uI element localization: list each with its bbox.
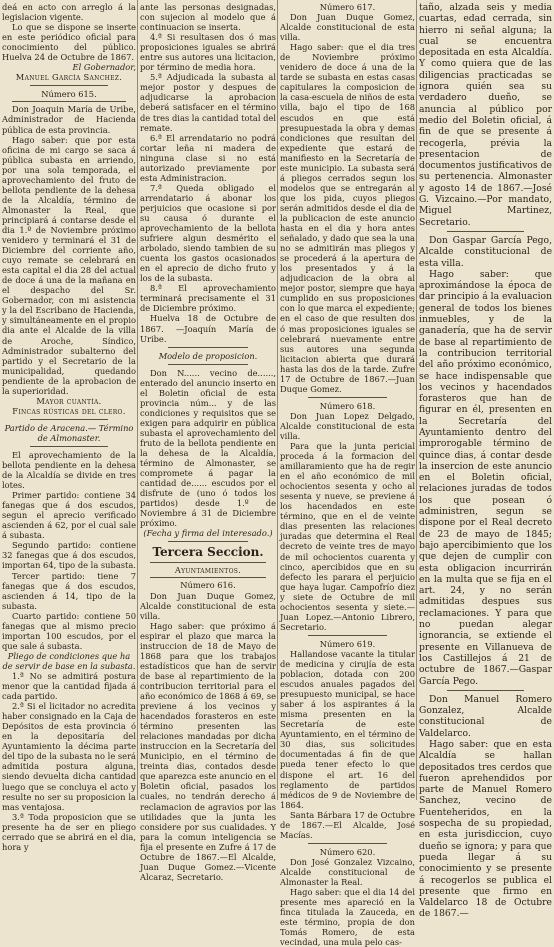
separator <box>168 541 248 542</box>
paragraph: Don Juan Duque Gomez, Alcalde constitucional de esta villa. <box>280 12 415 43</box>
paragraph: Don N...... vecino de......, enterado del anuncio inserto en el Boletin oficial de esta provincia núm... y de las condiciones y requisitos que se exigen para adquirir en pública subasta el aprovechamiento del fruto de la bellota pendiente en la dehesa de la Alcaldía, término de Almonaster, se compromete á pagar la cantidad de...... escudos por el disfrute de (uno ó todos los partidos) desde 1.º de Noviembre á 31 de Diciembre próximo. <box>140 367 276 529</box>
paragraph: 5.ª Adjudicada la subasta al mejor postor y despues de adjudicarse la aprobacion deberá satisfacer en el término de tres dias la cantidad total del remate. <box>140 72 276 133</box>
section-title: Tercera Seccion. <box>152 545 264 560</box>
column-3 <box>280 2 415 947</box>
paragraph: Hago saber: que próximo á espirar el plazo que marca la instruccion de 18 de Mayo de 1868 para que los trabajos estadísticos que han de servir de base al repartimiento de la contribucion territorial para el año económico de 1868 á 69, se previene á los vecinos y hacendados forasteros en este término presenten las relaciones mandadas por dicha instruccion en la Secretaría del Municipio, en el término de treinta dias, contados desde que aparezca este anuncio en el Boletin oficial, pasados los cuales, no tendrán derecho á reclamacion de agravios por las utilidades que la junta les considere por sus cualidades. Y para la comun inteligencia se fija el presente en Zufre á 17 de Octubre de 1867.—El Alcalde, Juan Duque Gomez.—Vicente Alcaraz, Secretario. <box>140 620 276 882</box>
paragraph: Lo que se dispone se inserte en este periódico oficial para conocimiento del público. Huelva 24 de Octubre de 1867. <box>2 22 136 63</box>
paragraph: deá en acto con arreglo á la legislacion vigente. <box>2 2 136 23</box>
separator <box>30 419 108 420</box>
paragraph: Don Joaquin María de Uribe, Administrador de Hacienda pública de esta provincia. <box>2 104 136 135</box>
partido-heading: Partido de Aracena.— Término de Almonaster. <box>4 422 134 443</box>
separator <box>308 635 387 636</box>
separator <box>308 843 387 844</box>
notice-number: Número 620. <box>319 846 376 857</box>
notice-number: Número 616. <box>180 580 236 591</box>
paragraph: Don Juan Duque Gomez, Alcalde constitucional de esta villa. <box>140 590 276 621</box>
paragraph: Hago saber: que el dia tres de Noviembre próximo venidero de doce á una de la tarde se subasta en estas casas capitulares la composicion de la casa-escuela de niños de esta villa, bajo el tipo de 168 escudos en que está presupuestada la obra y demas condiciones que resultan del expediente que estará de manifiesto en la Secretaría de este municipio. La subasta será á pliegos cerrados segun los modelos que se entregarán al que los pida, cuyos pliegos serán admitidos desde el dia de la publicacion de este anuncio hasta en el dia y hora antes señalado, y dado que sea la una no se admitirán mas pliegos y se procederá á la apertura de los presentados y á la adjudicacion de la obra al mejor postor, siempre que haya cumplido en sus proposiciones con lo que marca el expediente; en el caso de que resulten dos ó mas proposiciones iguales se celebrará nuevamente entre sus autores una segunda licitacion abierta que durará hasta las dos de la tarde. Zufre 17 de Octubre de 1867.—Juan Duque Gomez. <box>280 42 415 394</box>
paragraph: Don Gaspar García Pego, Alcalde constitucional de esta villa. <box>419 234 552 269</box>
paragraph: Don José Gonzalez Vizcaino, Alcalde constitucional de Almonaster la Real. <box>280 856 415 887</box>
notice-number: Número 618. <box>319 400 376 411</box>
model-heading: Modelo de proposicion. <box>158 350 258 361</box>
signature-name: Manuel García Sanchez. <box>15 72 123 83</box>
notice-number: Número 615. <box>41 89 97 100</box>
paragraph: Huelva 18 de Octubre de 1867. —Joaquín María de Uribe. <box>140 313 276 344</box>
separator <box>30 446 108 447</box>
paragraph: 8.ª El aprovechamiento terminará precisamente el 31 de Diciembre próximo. <box>140 283 276 314</box>
paragraph: Tercer partido: tiene 7 fanegas que á dos escudos, ascienden á 14, tipo de la subasta. <box>2 570 136 611</box>
paragraph: Santa Bárbara 17 de Octubre de 1867.—El Alcalde, José Macías. <box>280 809 415 840</box>
paragraph: El aprovechamiento de la bellota pendiente en la dehesa de la Alcaldía se divide en tres lotes. <box>2 449 136 491</box>
column-rule <box>137 0 138 800</box>
paragraph: ante las personas designadas, con sujecion al modelo que á continuacion se inserta. <box>140 2 276 33</box>
paragraph: 2.ª Si el licitador no acredita haber consignado en la Caja de Depósitos de esta provincia ó en la depositaría del Ayuntamiento la décima parte del tipo de la subasta no le será admitida postura alguna, siendo devuelta dicha cantidad luego que se concluya el acto y resulte no ser su proposicion la mas ventajosa. <box>2 701 136 812</box>
separator <box>168 347 248 348</box>
paragraph: Don Juan Lopez Delgado, Alcalde constitucional de esta villa. <box>280 410 415 441</box>
separator <box>30 85 108 86</box>
paragraph: Don Manuel Romero Gonzalez, Alcalde constitucional de Valdelarco. <box>419 693 552 739</box>
paragraph: taño, alzada seis y media cuartas, edad cerrada, sin hierro ni señal alguna; la cual se encuentra depositada en esta Alcaldía. Y como quiera que de las diligencias practicadas se ignora quién sea su verdadero dueño, se anuncia al público por medio del Boletin oficial, á fin de que se presente á recogerla, prévia la presentacion de documentos justificativos de su pertenencia. Almonaster y agosto 14 de 1867.—José G. Vizcaino.—Por mandato, Miguel Martinez, Secretario. <box>419 2 552 228</box>
separator <box>12 101 126 102</box>
separator <box>447 231 524 232</box>
notice-number: Número 619. <box>319 638 376 649</box>
paragraph: Primer partido: contiene 34 fanegas que á dos escudos, segun el aprecio verificado ascienden á 62, por el cual sale á subasta. <box>2 490 136 541</box>
separator <box>150 577 266 578</box>
signature-note: (Fecha y firma del interesado.) <box>143 528 273 539</box>
separator <box>308 397 387 398</box>
notice-number: Número 617. <box>319 2 376 12</box>
column-2 <box>140 2 276 882</box>
section-heading: Fincas rústicas del clero. <box>12 405 126 416</box>
section-heading: Mayor cuantía. <box>36 395 102 406</box>
separator <box>150 562 266 563</box>
column-rule <box>416 0 417 800</box>
paragraph: 6.ª El arrendatario no podrá cortar leña ni madera de ninguna clase si no está autorizado previamente por esta Administracion. <box>140 132 276 183</box>
paragraph: Hago saber: que por esta oficina de mi cargo se saca á pública subasta en arriendo, por una sola temporada, el aprovechamiento del fruto de bellota pendiente de la dehesa de la Alcaldía, término de Almonaster la Real, que principiará á contarse desde el dia 1.º de Noviembre próximo venidero y terminará el 31 de Diciembre del corriente año, cuyo remate se celebrará en esta capital el dia 28 del actual de doce á una de la mañana en el despacho del Sr. Gobernador, con mi asistencia y la del Escribano de Hacienda, y simultáneamente en el propio dia ante el Alcalde de la villa de Aroche, Síndico, Administrador subalterno del partido y el Secretario de la municipalidad, quedando pendiente de la aprobacion de la superioridad. <box>2 134 136 396</box>
paragraph: Hago saber: que en esta Alcaldía se hallan depositados tres cerdos que fueron aprehendidos por parte de Manuel Romero Sanchez, vecino de Fuenteheridos, en la sospecha de su propiedad, en esta jurisdiccion, cuyo dueño se ignora; y para que pueda llegar á su conocimiento y se presente á recogerlos se publica el presente que firmo en Valdelarco 18 de Octubre de 1867.— <box>419 739 552 920</box>
paragraph: Segundo partido: contiene 32 fanegas que á dos escudos, importan 64, tipo de la subasta. <box>2 540 136 571</box>
column-4 <box>419 2 552 920</box>
paragraph: 4.ª Si resultasen dos ó mas proposiciones iguales se abrirá entre sus autores una licitacion, por término de media hora. <box>140 32 276 73</box>
column-1 <box>2 2 136 852</box>
paragraph: Para que la junta pericial proceda á la formacion del amillaramiento que ha de regir en el año económico de mil ochocientos sesenta y ocho al sesenta y nueve, se previene á los hacendados en este término, que en el de veinte dias presenten las relaciones juradas que determina el Real decreto de veinte tres de mayo de mil ochocientos cuarenta y cinco, apercibidos que en su defecto les parara el perjuicio que haya lugar. Campofrío diez y siete de Octubre de mil ochocientos sesenta y siete.—Juan Lopez.—Antonio Librero, Secretario. <box>280 441 415 632</box>
paragraph: 3.ª Toda proposicion que se presente ha de ser en pliego cerrado que se abrirá en el dia, hora y <box>2 811 136 852</box>
signature-title: El Gobernador, <box>72 62 136 73</box>
section-heading: Ayuntamientos. <box>174 565 242 576</box>
separator <box>168 364 248 365</box>
paragraph: Hago saber: que el dia 14 del presente mes apareció en la finca titulada la Zauceda, en este término, propia de don Tomás Romero, de esta vecindad, una mula pelo cas- <box>280 887 415 947</box>
separator <box>447 690 524 691</box>
pliego-heading: Pliego de condiciones que ha de servir de base en la subasta. <box>2 650 136 671</box>
column-rule <box>277 0 278 800</box>
paragraph: Hago saber: que aproximándose la época de dar principio á la evaluacion general de todos los bienes inmuebles, y de la ganadería, que ha de servir de base al repartimiento de la contribucion territorial del año próximo económico, se hace indispensable que los vecinos y hacendados forasteros que han de figurar en él, presenten en la Secretaría del Ayuntamiento dentro del improrogable término de quince dias, á contar desde la insercion de este anuncio en el Boletin oficial, relaciones juradas de todos los que posean ó administren, segun se dispone por el Real decreto de 23 de mayo de 1845; bajo apercibimiento que los que dejen de cumplir con esta obligacion incurrirán en la multa que se fija en el art. 24, y no serán admitidas despues sus reclamaciones. Y para que no puedan alegar ignorancia, se extiende el presente en Villanueva de los Castillejos á 21 de octubre de 1867.—Gaspar García Pego. <box>419 268 552 687</box>
paragraph: 1.ª No se admitirá postura menor que la cantidad fijada á cada partido. <box>2 671 136 702</box>
paragraph: Hallandose vacante la titular de medicina y cirujía de esta poblacion, dotada con 200 escudos anuales pagados del presupuesto municipal, se hace saber á los aspirantes á la misma presenten en la Secretaría de este Ayuntamiento, en el término de 30 dias, sus solicitudes documentadas á fin de que pueda tener efecto lo que dispone el art. 16 del reglamento de partidos médicos de 9 de Noviembre de 1864. <box>280 648 415 810</box>
paragraph: 7.ª Queda obligado el arrendatario á abonar los perjuicios que ocasione si por su causa ó durante el aprovechamiento de la bellota sufriere algun desmérito el arbolado, siendo tambien de su cuenta los gastos ocasionados en el aprecio de dicho fruto y los de la subasta. <box>140 182 276 284</box>
paragraph: Cuarto partido: contiene 50 fanegas que al mismo precio importan 100 escudos, por el que sale á subasta. <box>2 610 136 651</box>
